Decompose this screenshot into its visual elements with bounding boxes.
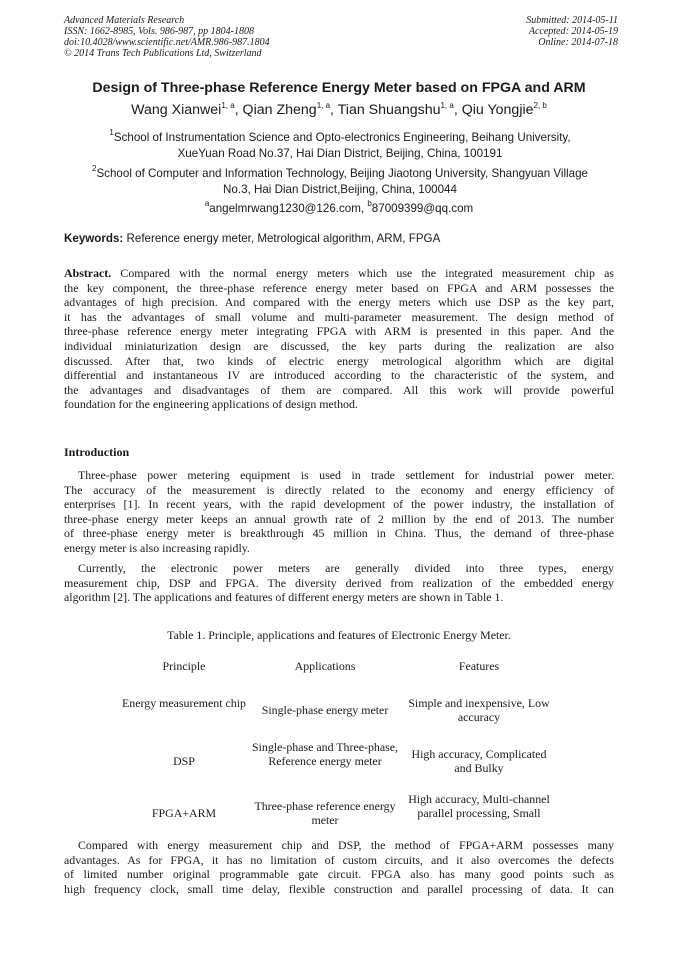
keywords-label: Keywords: <box>64 232 124 245</box>
table-header-principle: Principle <box>162 659 206 673</box>
keywords <box>64 232 624 245</box>
section-heading-introduction: Introduction <box>64 445 130 459</box>
table-header-applications: Applications <box>294 659 356 673</box>
table-cell-features: Simple and inexpensive, Low accuracy <box>408 696 550 724</box>
table-cell-features: High accuracy, Multi-channel parallel processing, Small <box>408 792 550 820</box>
abstract-line: three-phase reference energy meter integrating FPGA with ARM is presented in this paper. And the <box>64 324 614 339</box>
table-caption: Table 1. Principle, applications and features of Electronic Energy Meter. <box>167 628 511 642</box>
author-emails <box>0 199 678 215</box>
body-line: three-phase energy meter keeps an annual growth rate of 2 million by the end of 2013. The number <box>64 511 614 526</box>
introduction-paragraph-1 <box>64 468 614 556</box>
affiliation-1 <box>60 130 620 162</box>
journal-info <box>64 15 270 59</box>
affiliation-line: XueYuan Road No.37, Hai Dian District, Beijing, China, 100191 <box>177 147 503 160</box>
table-cell-principle: DSP <box>173 754 195 768</box>
submission-dates <box>526 15 618 48</box>
affiliation-2 <box>60 166 620 198</box>
body-line: measurement chip, DSP and FPGA. The diversity derived from realization of the embedded energy <box>64 575 614 590</box>
author-name: Qiu Yongjie <box>461 102 534 118</box>
table-header-features: Features <box>458 659 500 673</box>
submitted-date: Submitted: 2014-05-11 <box>526 15 618 26</box>
accepted-date: Accepted: 2014-05-19 <box>528 26 618 37</box>
table-cell-principle: FPGA+ARM <box>151 806 217 820</box>
author-affiliation-mark: 1, a <box>440 101 454 110</box>
body-line: of three-phase energy meter is breakthrough 45 million in China. Thus, the demand of three-phase <box>64 526 614 541</box>
abstract-line: foundation for the engineering applications of design method. <box>64 397 358 412</box>
abstract-line: differential and instantaneous IV are introduced according to the characteristic of the system, and <box>64 368 614 383</box>
abstract-label: Abstract. <box>64 266 112 280</box>
email-address: 87009399@qq.com <box>371 202 474 215</box>
abstract-line: individual miniaturization design are discussed, the key parts during the realization are also <box>64 338 614 353</box>
issn-line: ISSN: 1662-8985, Vols. 986-987, pp 1804-1808 <box>64 26 254 37</box>
online-date: Online: 2014-07-18 <box>538 37 618 48</box>
affiliation-line: School of Instrumentation Science and Opto-electronics Engineering, Beihang University, <box>113 131 571 144</box>
table-cell-applications: Single-phase and Three-phase, Reference energy meter <box>251 740 399 768</box>
body-line: algorithm [2]. The applications and features of different energy meters are shown in Table 1. <box>64 590 504 605</box>
keywords-text: Reference energy meter, Metrological algorithm, ARM, FPGA <box>123 232 441 245</box>
affiliation-line: No.3, Hai Dian District,Beijing, China, 100044 <box>223 183 457 196</box>
author-affiliation-mark: 2, b <box>533 101 547 110</box>
journal-header <box>64 15 618 65</box>
affiliation-line: School of Computer and Information Technology, Beijing Jiaotong University, Shangyuan Village <box>96 167 588 180</box>
table-cell-applications: Single-phase energy meter <box>261 703 389 717</box>
author-affiliation-mark: 1, a <box>221 101 235 110</box>
author-name: Qian Zheng <box>242 102 317 118</box>
body-line: Currently, the electronic power meters are generally divided into three types, energy <box>78 561 614 575</box>
paper-title: Design of Three-phase Reference Energy Meter based on FPGA and ARM <box>92 80 586 96</box>
body-line: Three-phase power metering equipment is used in trade settlement for industrial power meter. <box>78 468 614 482</box>
body-line: energy meter is also increasing rapidly. <box>64 540 250 555</box>
abstract-line: discussed. After that, two kinds of electric energy metrological algorithm which are digital <box>64 353 614 368</box>
email-mark: b <box>367 199 372 208</box>
abstract-line: advantages of high precision. And compared with the energy meters which use DSP as the key part, <box>64 295 614 310</box>
author-name: Tian Shuangshu <box>337 102 441 118</box>
body-line: Compared with energy measurement chip and DSP, the method of FPGA+ARM possesses many <box>78 838 614 852</box>
abstract-line: the key component, the three-phase reference energy meter based on FPGA and ARM possesses the <box>64 280 614 295</box>
copyright-line: © 2014 Trans Tech Publications Ltd, Switzerland <box>64 48 262 59</box>
abstract-text: Compared with the normal energy meters which use the integrated measurement chip as <box>111 266 614 280</box>
body-paragraph-after-table <box>64 838 614 896</box>
body-line: The accuracy of the measurement is directly related to the economy and energy efficiency of <box>64 482 614 497</box>
email-address: angelmrwang1230@126.com, <box>209 202 368 215</box>
journal-name: Advanced Materials Research <box>64 15 185 26</box>
abstract-line: it has the advantages of small volume and multi-parameter measurement. The design method of <box>64 309 614 324</box>
author-list: Wang Xianwei$^{1, a}$, Qian Zheng$^{1, a}$, Tian Shuangshu$^{1, a}$, Qiu Yongjie$^{2, b}$ <box>131 101 547 118</box>
affiliation-mark: 1 <box>109 128 114 137</box>
author-affiliation-mark: 1, a <box>316 101 331 110</box>
body-line: advantages. As for FPGA, it has no limitation of custom circuits, and it also overcomes the defects <box>64 852 614 867</box>
introduction-paragraph-2 <box>64 561 614 605</box>
doi-line: doi:10.4028/www.scientific.net/AMR.986-987.1804 <box>64 37 270 48</box>
abstract <box>64 266 614 412</box>
body-line: high frequency clock, small time delay, flexible construction and parallel processing of data. It can <box>64 881 614 896</box>
email-mark: a <box>204 199 210 208</box>
abstract-line: the advantages and disadvantages of them are compared. All this work will provide powerful <box>64 382 614 397</box>
table-cell-principle: Energy measurement chip <box>122 696 246 710</box>
affiliation-mark: 2 <box>92 164 97 173</box>
body-line: of limited number original programmable gate circuit. FPGA also has many good points such as <box>64 867 614 882</box>
table-cell-applications: Three-phase reference energy meter <box>254 799 396 827</box>
body-line: enterprises [1]. In recent years, with the rapid development of the power industry, the installation of <box>64 497 614 512</box>
table-cell-features: High accuracy, Complicated and Bulky <box>411 747 547 775</box>
author-name: Wang Xianwei <box>131 102 222 118</box>
